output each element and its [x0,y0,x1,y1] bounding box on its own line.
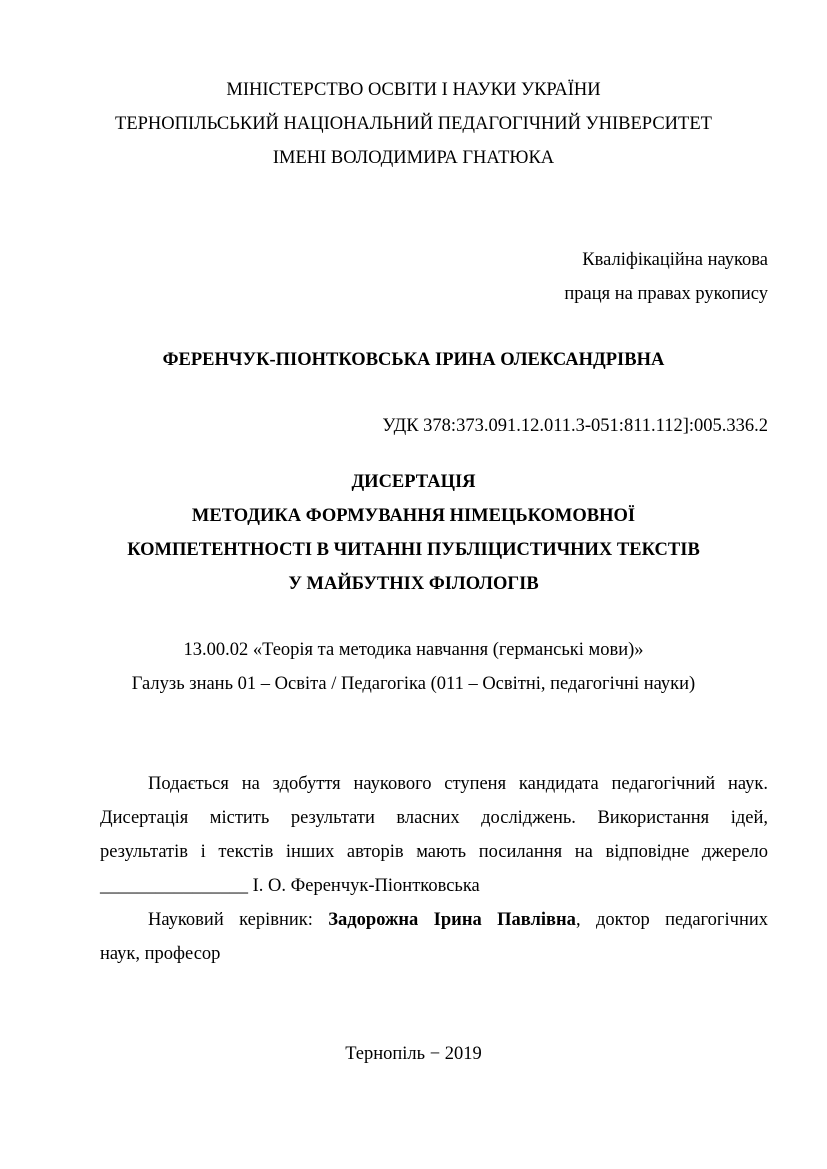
specialty-code: 13.00.02 «Теорія та методика навчання (германські мови)» [183,640,644,660]
signature-line [100,874,480,898]
supervisor-degree: , доктор педагогічних [575,910,769,930]
udc-code: УДК 378:373.091.12.011.3-051:811.112]:005.336.2 [382,416,768,436]
thesis-title-line-2: КОМПЕТЕНТНОСТІ В ЧИТАННІ ПУБЛІЦИСТИЧНИХ ТЕКСТІВ [127,540,700,560]
supervisor-prefix: Науковий керівник: [148,910,313,930]
manuscript-status-line-2: праця на правах рукопису [564,284,768,304]
manuscript-status-line-1: Кваліфікаційна наукова [582,250,768,270]
declaration-line-1: Подається на здобуття наукового ступеня кандидата педагогічний наук. [148,774,768,794]
thesis-title-line-3: У МАЙБУТНІХ ФІЛОЛОГІВ [288,574,539,594]
signature-name: І. О. Ференчук-Піонтковська [252,876,480,896]
declaration-line-3: результатів і текстів інших авторів мають посилання на відповідне джерело [100,842,768,862]
supervisor-line-1 [148,908,768,932]
author-name: ФЕРЕНЧУК-ПІОНТКОВСЬКА ІРИНА ОЛЕКСАНДРІВНА [162,350,665,370]
declaration-line-2: Дисертація містить результати власних досліджень. Використання ідей, [100,808,768,828]
university-line-2: ІМЕНІ ВОЛОДИМИРА ГНАТЮКА [272,148,555,168]
university-line-1: ТЕРНОПІЛЬСЬКИЙ НАЦІОНАЛЬНИЙ ПЕДАГОГІЧНИЙ УНІВЕРСИТЕТ [115,114,712,134]
ministry-line-1: МІНІСТЕРСТВО ОСВІТИ І НАУКИ УКРАЇНИ [226,80,601,100]
city-year: Тернопіль − 2019 [345,1044,482,1064]
signature-blank: ________________ [100,876,248,896]
supervisor-line-2: наук, професор [100,944,221,964]
thesis-title-line-1: МЕТОДИКА ФОРМУВАННЯ НІМЕЦЬКОМОВНОЇ [191,506,636,526]
field-of-knowledge: Галузь знань 01 – Освіта / Педагогіка (011 – Освітні, педагогічні науки) [131,674,696,694]
supervisor-name: Задорожна Ірина Павлівна [328,910,576,930]
document-type-label: ДИСЕРТАЦІЯ [351,472,476,492]
